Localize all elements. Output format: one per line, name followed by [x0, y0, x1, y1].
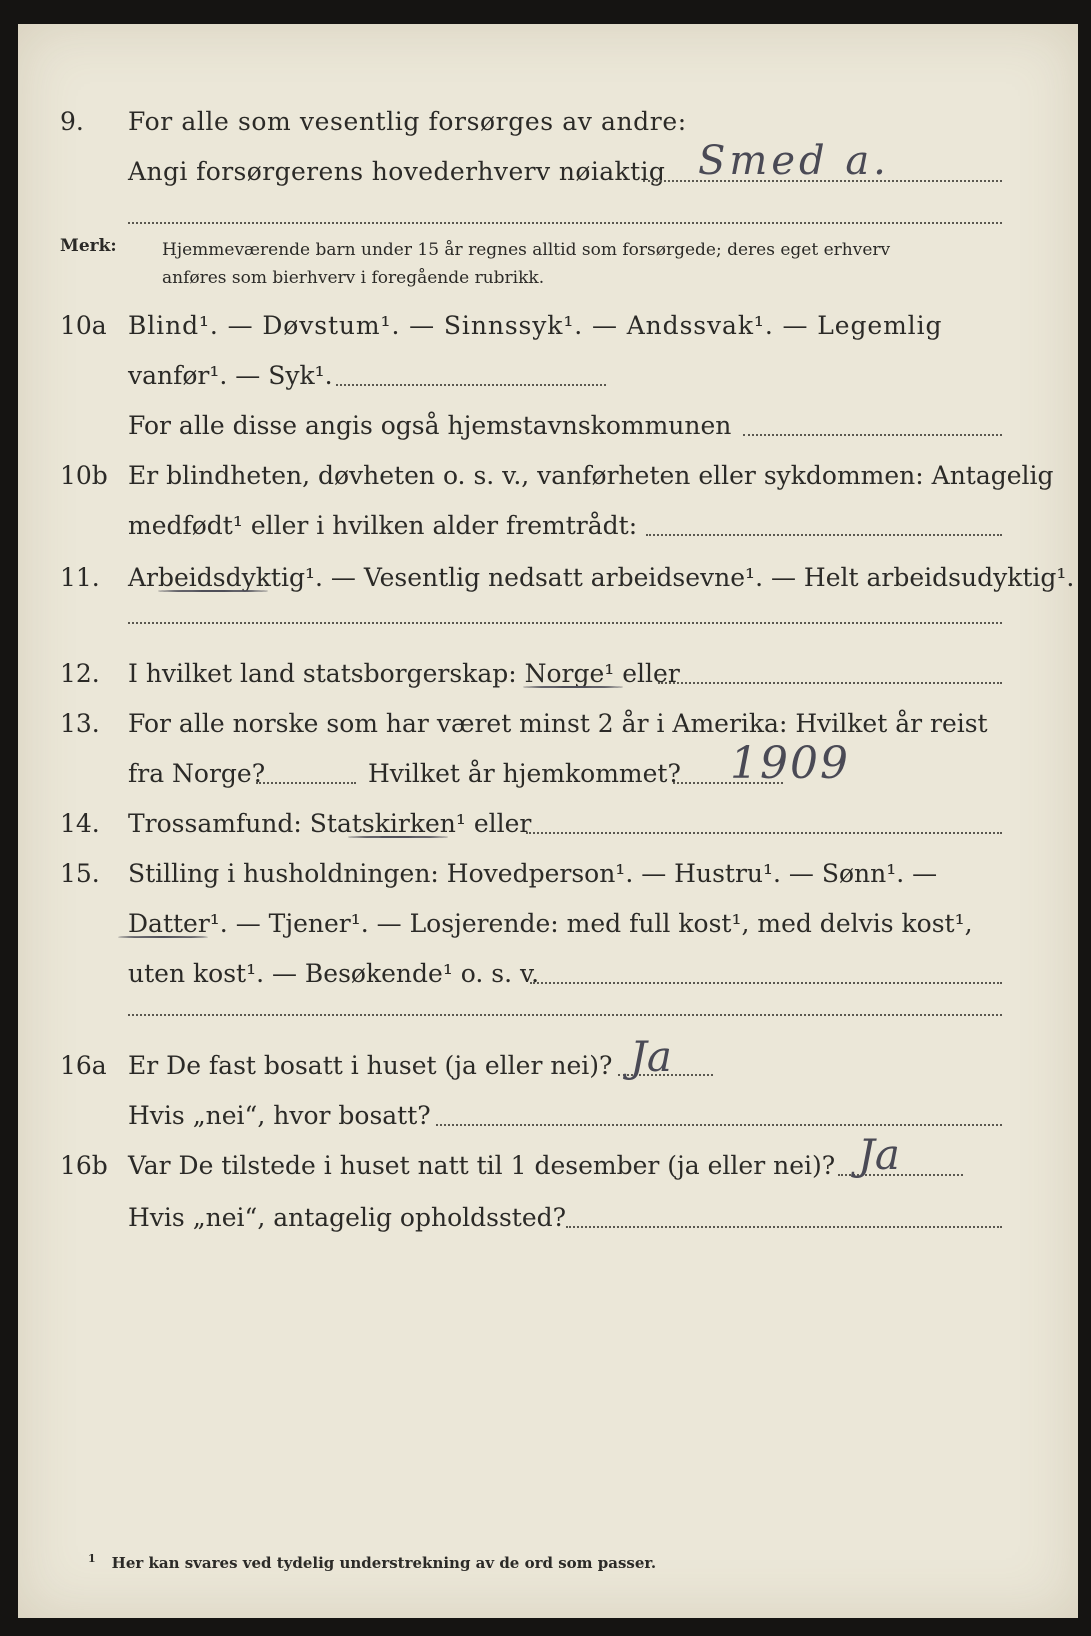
q15-line1 — [18, 846, 1078, 898]
q13-handwritten-year: 1909 — [730, 738, 850, 789]
q16a-line1 — [18, 1032, 1078, 1090]
q10a-number: 10a — [60, 311, 107, 340]
census-form-page — [18, 24, 1078, 1618]
q10a-text-2: vanfør¹. — Syk¹. — [128, 361, 333, 390]
q14-number: 14. — [60, 809, 100, 838]
q12-number: 12. — [60, 659, 100, 688]
q9-text-1: For alle som vesentlig forsørges av andre: — [128, 107, 687, 136]
q16a-text-2: Hvis „nei“, hvor bosatt? — [128, 1101, 431, 1130]
footnote-mark: 1 — [88, 1552, 96, 1565]
q15-number: 15. — [60, 859, 100, 888]
q15-text-1: Stilling i husholdningen: Hovedperson¹. — Hustru¹. — Sønn¹. — — [128, 859, 938, 888]
q16a-text-1: Er De fast bosatt i huset (ja eller nei)? — [128, 1051, 613, 1080]
footnote-text: Her kan svares ved tydelig understrekning av de ord som passer. — [111, 1554, 657, 1572]
q16b-number: 16b — [60, 1151, 108, 1180]
q10a-text-3: For alle disse angis også hjemstavnskommunen — [128, 411, 732, 440]
q10a-line1 — [18, 298, 1078, 350]
merk-label: Merk: — [60, 236, 117, 256]
q10b-answer-line — [646, 534, 1002, 536]
merk-text-2: anføres som bierhverv i foregående rubrikk. — [162, 268, 545, 288]
q11-number: 11. — [60, 563, 100, 592]
q16b-text-1: Var De tilstede i huset natt til 1 desember (ja eller nei)? — [128, 1151, 836, 1180]
q16a-handwritten-answer: Ja — [630, 1032, 672, 1081]
q14-answer-line — [526, 832, 1002, 834]
q14-underline-mark — [348, 836, 448, 838]
q16b-handwritten-answer: Ja — [858, 1130, 900, 1179]
q10b-text-1: Er blindheten, døvheten o. s. v., vanførheten eller sykdommen: Antagelig — [128, 461, 1054, 490]
q10a-line3 — [18, 398, 1078, 450]
q16b-location-line — [566, 1226, 1002, 1228]
q13-number: 13. — [60, 709, 100, 738]
q10b-number: 10b — [60, 461, 108, 490]
q15-line2 — [18, 896, 1078, 948]
q10b-text-2: medfødt¹ eller i hvilken alder fremtrådt: — [128, 511, 638, 540]
q15-blank-line — [128, 1014, 1002, 1016]
q16b-line1 — [18, 1130, 1078, 1190]
q15-underline-mark — [118, 936, 208, 938]
q16a-number: 16a — [60, 1051, 107, 1080]
footnote — [88, 1552, 656, 1572]
q10a-municipality-line — [743, 434, 1002, 436]
q9-line2 — [18, 138, 1078, 196]
q13-text-2a: fra Norge? — [128, 759, 266, 788]
q14-line1 — [18, 796, 1078, 848]
q14-text-1: Trossamfund: Statskirken¹ eller — [128, 809, 532, 838]
q11-text-1: Arbeidsdyktig¹. — Vesentlig nedsatt arbeidsevne¹. — Helt arbeidsudyktig¹. — [128, 563, 1075, 592]
q10b-line2 — [18, 498, 1078, 550]
q12-text-1: I hvilket land statsborgerskap: Norge¹ eller — [128, 659, 680, 688]
q9-number: 9. — [60, 107, 84, 136]
q11-blank-line — [128, 622, 1002, 624]
q12-answer-line — [658, 682, 1002, 684]
q9-text-2: Angi forsørgerens hovederhverv nøiaktig — [128, 157, 666, 186]
q16a-line2 — [18, 1088, 1078, 1140]
q13-text-1: For alle norske som har været minst 2 år i Amerika: Hvilket år reist — [128, 709, 988, 738]
q15-line3 — [18, 946, 1078, 998]
q9-line1 — [18, 94, 1078, 146]
q16b-text-2: Hvis „nei“, antagelig opholdssted? — [128, 1203, 567, 1232]
q16b-answer-line — [838, 1174, 963, 1176]
q15-answer-line — [530, 982, 1002, 984]
q13-departure-line — [256, 782, 356, 784]
q12-line1 — [18, 646, 1078, 698]
q10a-line2 — [18, 348, 1078, 400]
q9-blank-line — [128, 222, 1002, 224]
merk-text-1: Hjemmeværende barn under 15 år regnes alltid som forsørgede; deres eget erhverv — [162, 240, 891, 260]
q16a-residence-line — [436, 1124, 1002, 1126]
q10a-text-1: Blind¹. — Døvstum¹. — Sinnssyk¹. — Andssvak¹. — Legemlig — [128, 311, 943, 340]
q16b-line2 — [18, 1190, 1078, 1242]
q11-underline-mark — [158, 590, 268, 592]
q10b-line1 — [18, 448, 1078, 500]
q10a-answer-line — [336, 384, 606, 386]
q11-line1 — [18, 550, 1078, 602]
q15-text-2: Datter¹. — Tjener¹. — Losjerende: med full kost¹, med delvis kost¹, — [128, 909, 973, 938]
q9-handwritten-answer: Smed a. — [698, 138, 890, 184]
q12-underline-mark — [523, 686, 623, 688]
q13-line2 — [18, 738, 1078, 798]
q13-text-2b: Hvilket år hjemkommet? — [368, 759, 681, 788]
q13-line1 — [18, 696, 1078, 748]
q15-text-3: uten kost¹. — Besøkende¹ o. s. v. — [128, 959, 540, 988]
